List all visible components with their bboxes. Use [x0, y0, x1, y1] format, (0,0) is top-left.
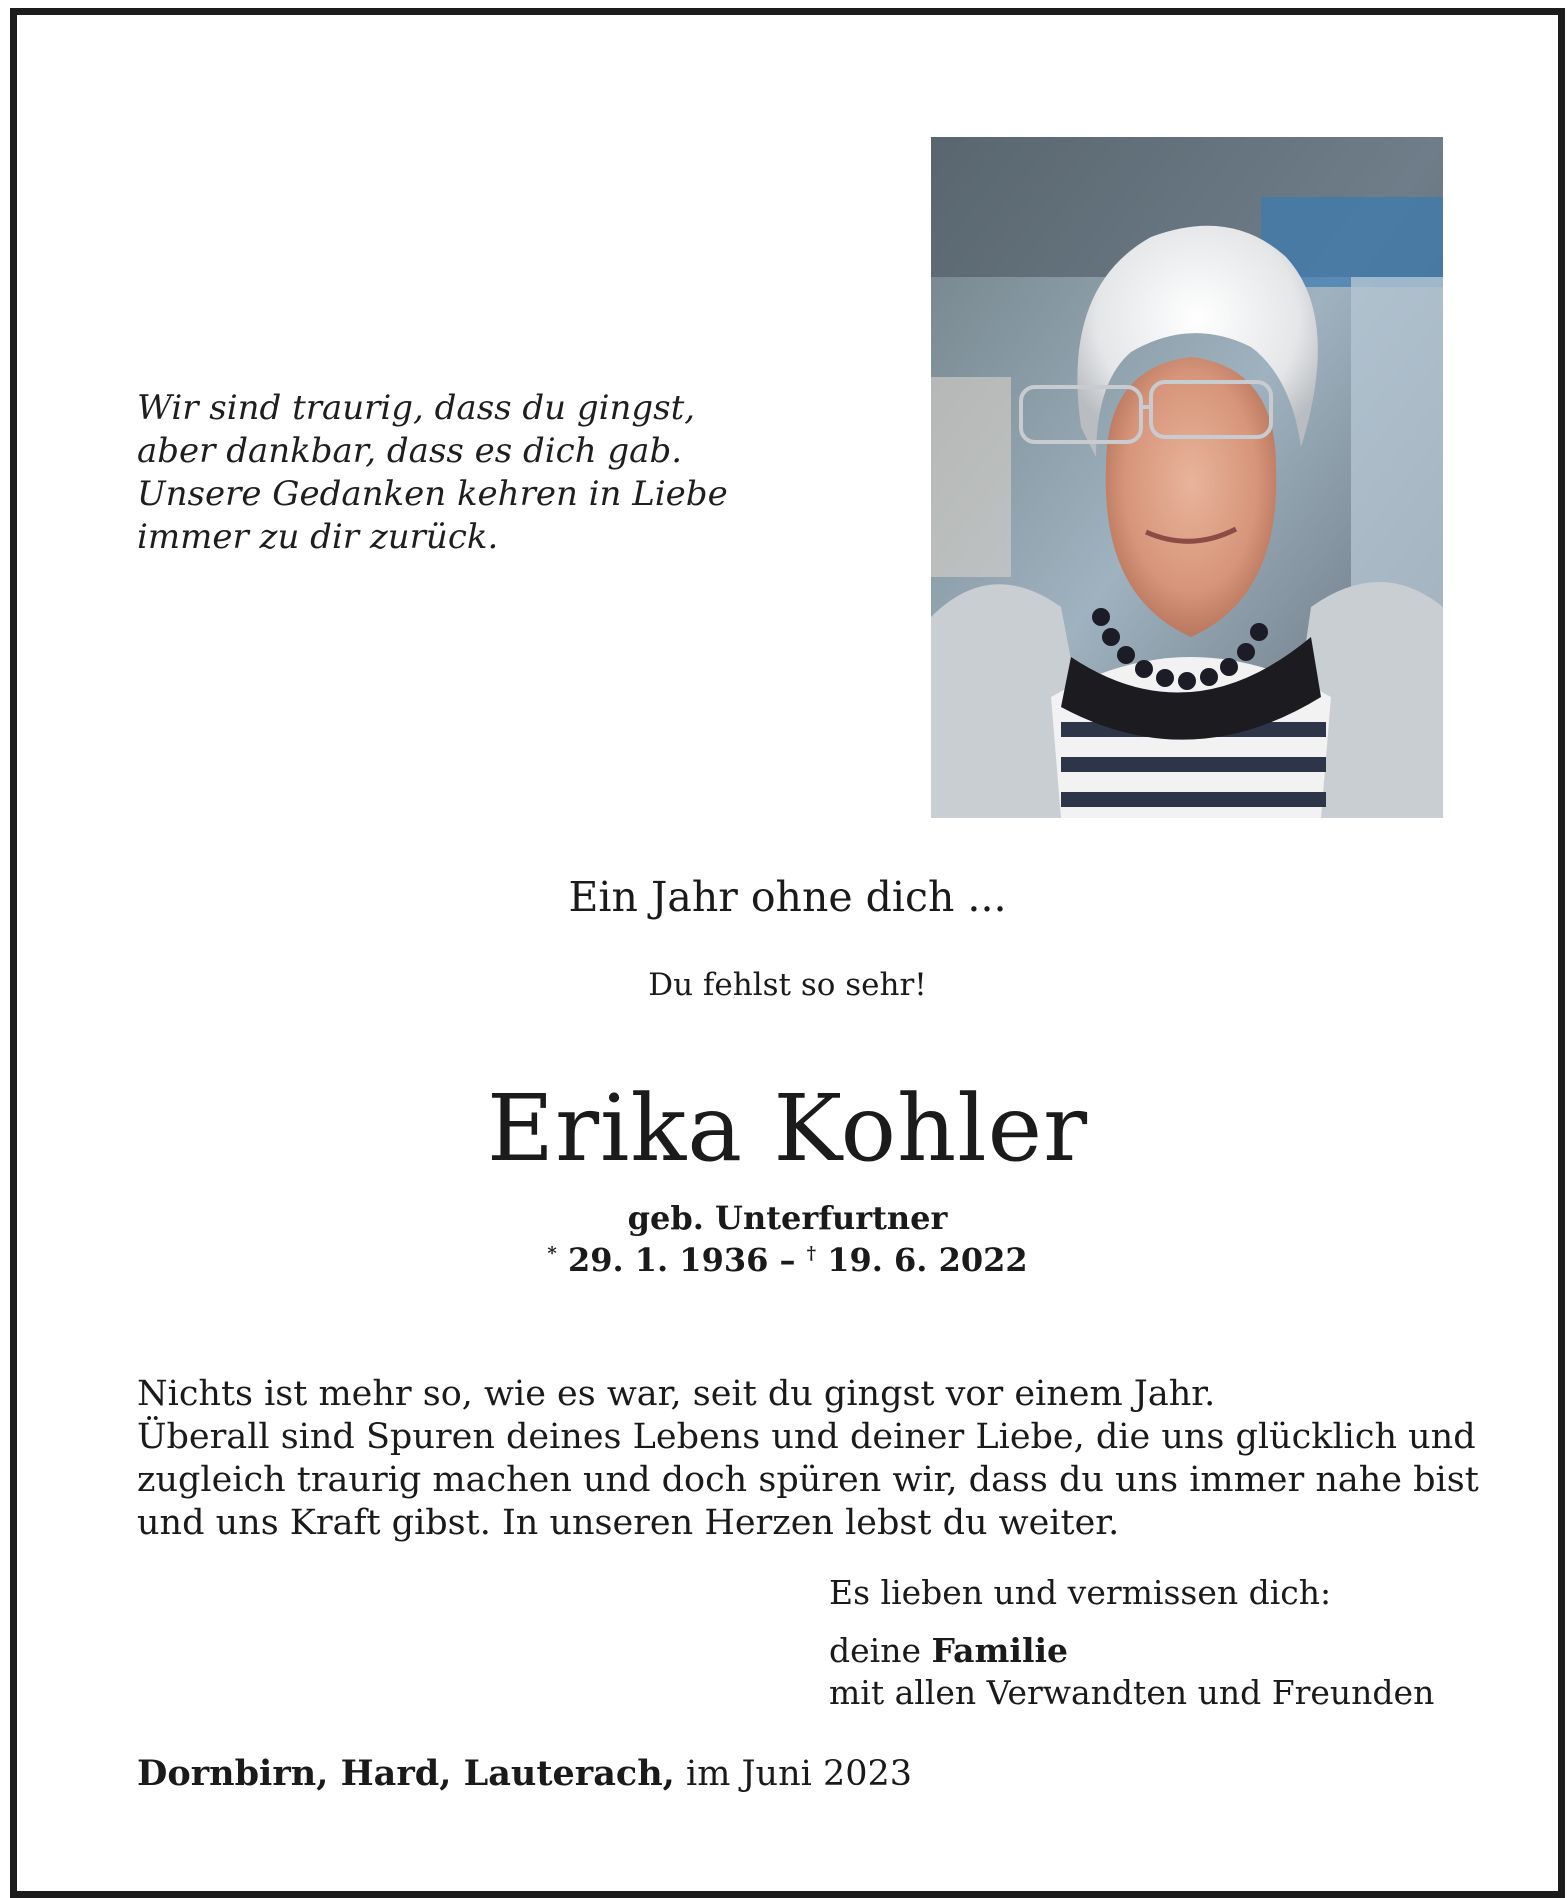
birth-date: 29. 1. 1936: [567, 1241, 769, 1279]
date-separator: –: [768, 1241, 807, 1279]
memorial-text-line: Nichts ist mehr so, wie es war, seit du gingst vor einem Jahr.: [137, 1374, 1216, 1414]
family-prefix: deine: [829, 1631, 932, 1670]
mourners-intro: Es lieben und vermissen dich:: [829, 1573, 1332, 1612]
anniversary-heading: Ein Jahr ohne dich ...: [568, 873, 1007, 921]
obituary-card: [10, 8, 1565, 1898]
life-dates: [17, 1241, 1558, 1279]
memorial-text-line: Überall sind Spuren deines Lebens und deiner Liebe, die uns glücklich und: [137, 1417, 1476, 1457]
miss-you-line: Du fehlst so sehr!: [648, 967, 927, 1003]
place-and-date: [137, 1753, 912, 1794]
places: Dornbirn, Hard, Lauterach,: [137, 1753, 675, 1794]
poem-line: aber dankbar, dass es dich gab.: [137, 431, 683, 471]
death-date: 19. 6. 2022: [827, 1241, 1028, 1279]
portrait-image: [931, 137, 1443, 818]
birth-symbol: *: [547, 1243, 557, 1264]
relatives-line: mit allen Verwandten und Freunden: [829, 1673, 1435, 1712]
announcement-date: im Juni 2023: [674, 1754, 913, 1794]
memorial-text: [137, 1373, 1477, 1545]
poem-line: Unsere Gedanken kehren in Liebe: [137, 474, 728, 514]
poem-line: immer zu dir zurück.: [137, 517, 499, 557]
poem-line: Wir sind traurig, dass du gingst,: [137, 388, 696, 428]
deceased-name: Erika Kohler: [486, 1075, 1089, 1182]
mourners-block: [829, 1572, 1469, 1714]
death-symbol: †: [806, 1243, 817, 1264]
family-label: Familie: [931, 1631, 1069, 1670]
memorial-poem: [137, 387, 757, 559]
maiden-name: geb. Unterfurtner: [627, 1199, 948, 1237]
memorial-text-line: und uns Kraft gibst. In unseren Herzen lebst du weiter.: [137, 1503, 1120, 1543]
portrait-photo: [931, 137, 1443, 818]
family-line: [829, 1630, 1469, 1672]
memorial-text-line: zugleich traurig machen und doch spüren wir, dass du uns immer nahe bist: [137, 1460, 1479, 1500]
